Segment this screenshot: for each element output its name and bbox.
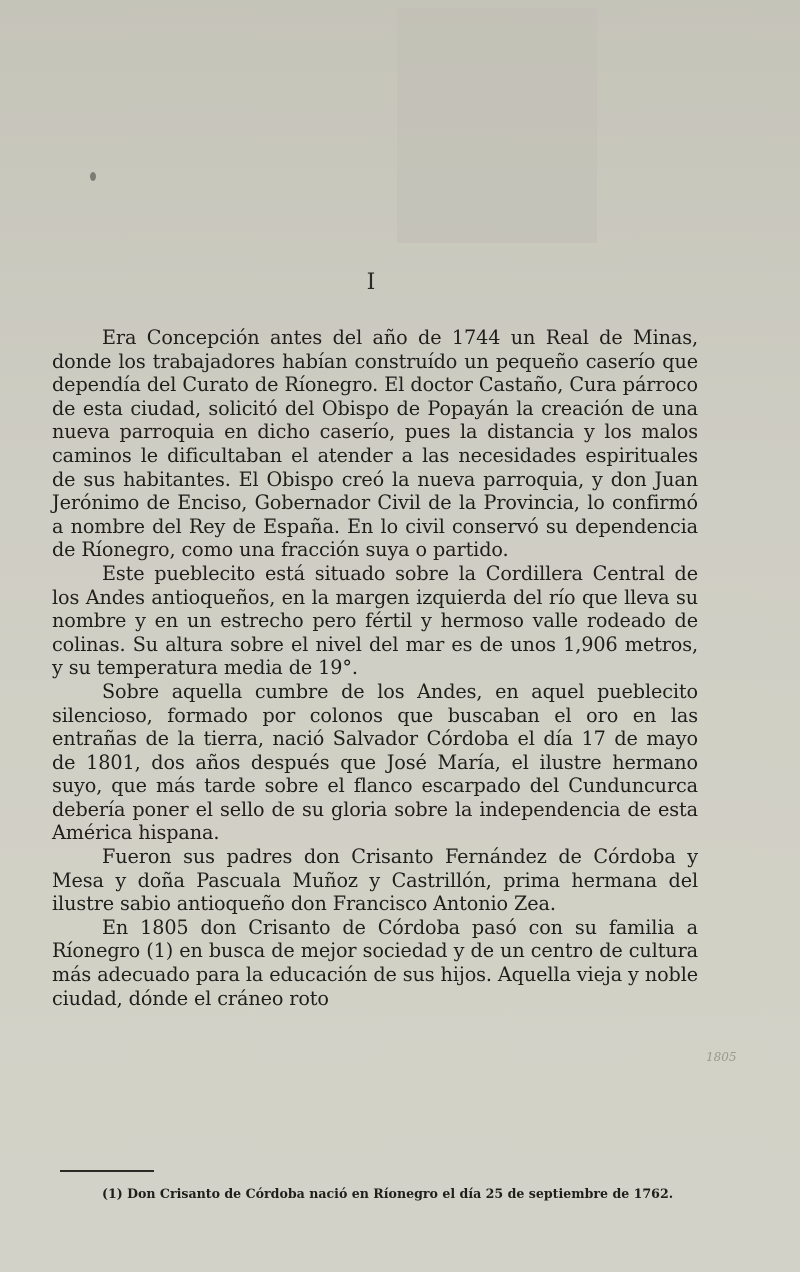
paragraph-3: Sobre aquella cumbre de los Andes, en aquel pueblecito silencioso, formado por colonos que buscaban el oro en las entrañas de la tierra, nació Salvador Córdoba el día 17 de mayo de 1801, dos años después que José María, el ilustre hermano suyo, que más tarde sobre el flanco escarpado del Cunduncurca debería poner el sello de su gloria sobre la independencia de esta América hispana. bbox=[52, 679, 698, 845]
paragraph-1: Era Concepción antes del año de 1744 un Real de Minas, donde los trabajadores habían construído un pequeño caserío que dependía del Curato de Ríonegro. El doctor Castaño, Cura párroco de esta ciudad, solicitó del Obispo de Popayán la creación de una nueva parroquia en dicho caserío, pues la distancia y los malos caminos le dificultaban el atender a las necesidades espirituales de sus habitantes. El Obispo creó la nueva parroquia, y don Juan Jerónimo de Enciso, Gobernador Civil de la Provincia, lo confirmó a nombre del Rey de España. En lo civil conservó su dependencia de Ríonegro, como una fracción suya o partido. bbox=[52, 326, 698, 562]
body-text bbox=[52, 326, 698, 1010]
paragraph-2: Este pueblecito está situado sobre la Cordillera Central de los Andes antioqueños, en la margen izquierda del río que lleva su nombre y en un estrecho pero fértil y hermoso valle rodeado de colinas. Su altura sobre el nivel del mar es de unos 1,906 metros, y su temperatura media de 19°. bbox=[52, 561, 698, 680]
footnote-rule bbox=[60, 1170, 154, 1172]
paragraph-5: En 1805 don Crisanto de Córdoba pasó con su familia a Ríonegro (1) en busca de mejor sociedad y de un centro de cultura más adecuado para la educación de sus hijos. Aquella vieja y noble ciudad, dónde el cráneo roto bbox=[52, 915, 698, 1010]
paragraph-4: Fueron sus padres don Crisanto Fernández de Córdoba y Mesa y doña Pascuala Muñoz y Castrillón, prima hermana del ilustre sabio antioqueño don Francisco Antonio Zea. bbox=[52, 845, 698, 916]
footnote: (1) Don Crisanto de Córdoba nació en Ríonegro el día 25 de septiembre de 1762. bbox=[102, 1186, 674, 1201]
chapter-heading: I bbox=[366, 270, 376, 295]
ink-smudge bbox=[90, 172, 96, 181]
paper-stain bbox=[397, 8, 597, 243]
margin-annotation: 1805 bbox=[706, 1050, 737, 1064]
